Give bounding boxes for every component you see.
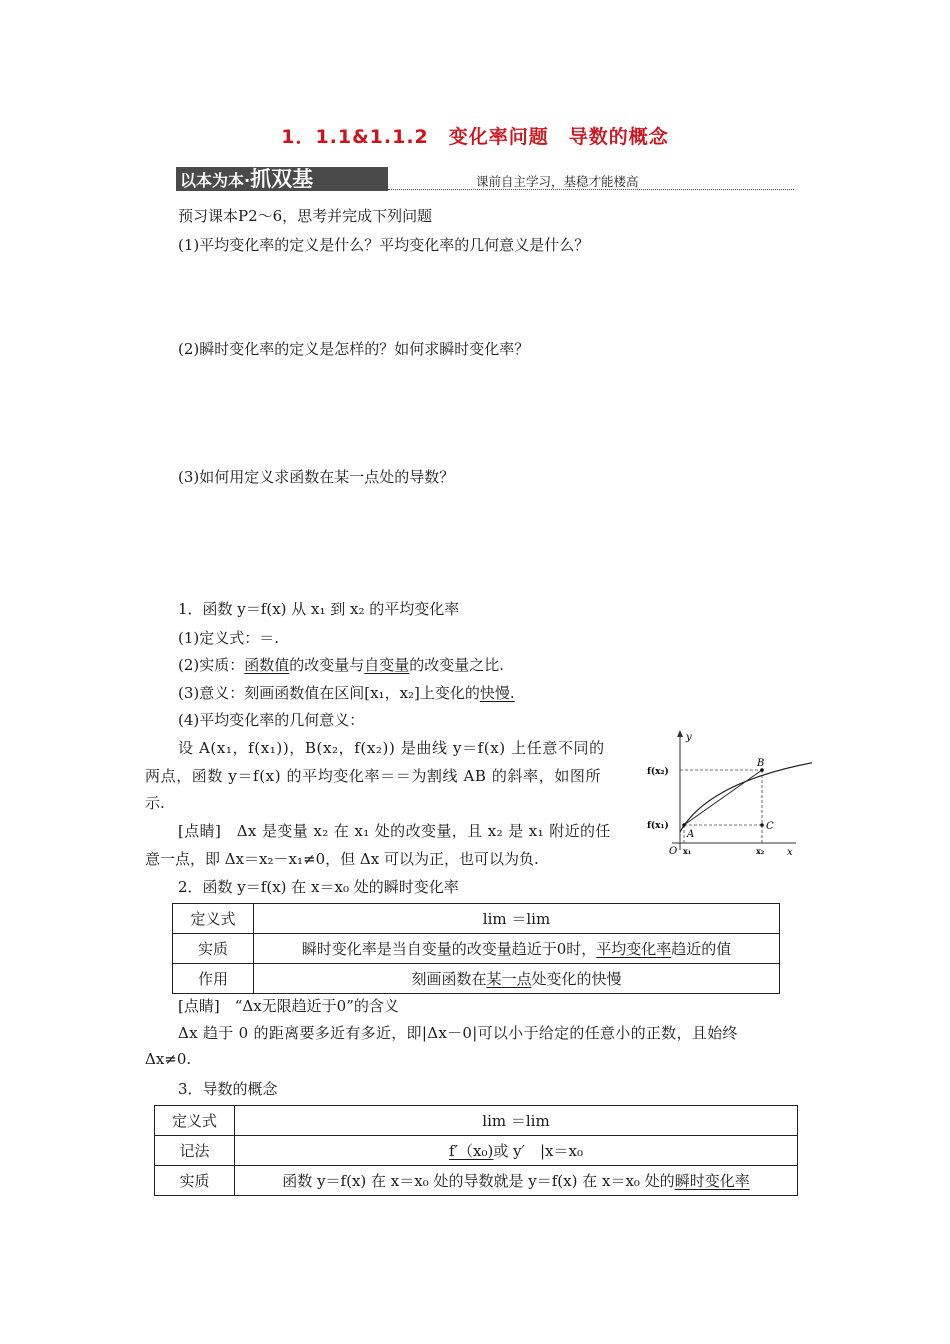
banner-main-big: 抓双基 [250,167,314,191]
s1-essence-pre: (2)实质： [178,656,245,674]
s1-essence-answer-1: 函数值 [244,656,290,674]
s2-note-line-2: Δx≠0. [145,1050,192,1068]
s1-essence [178,654,504,675]
table-value-post: 趋近的值 [671,940,732,958]
graph-a-label: A [687,829,695,840]
table-row [173,934,780,964]
table-label: 定义式 [173,904,254,934]
graph-origin-label: O [669,846,678,857]
s1-definition: (1)定义式：＝. [178,629,280,647]
banner-main-small: 以本为本· [180,171,251,190]
preview-question-3: (3)如何用定义求函数在某一点处的导数？ [178,468,455,486]
s1-essence-answer-2: 自变量 [364,656,410,674]
derivative-table [154,1105,798,1196]
s1-meaning-answer: 快慢. [479,684,515,702]
graph-c-label: C [766,821,774,832]
table-row [173,964,780,994]
graph-x-label: x [787,847,793,858]
table-value-answer: 平均变化率 [596,940,672,958]
graph-y-arrow [677,730,683,737]
table-value-answer: f′（x₀) [449,1142,494,1160]
table-value-pre: 瞬时变化率是当自变量的改变量趋近于0时， [301,940,597,958]
s1-essence-mid: 的改变量与 [289,656,365,674]
table-label: 实质 [173,934,254,964]
table-row [155,1106,798,1136]
s1-geometry-line-2: 两点，函数 y＝f(x) 的平均变化率＝＝为割线 AB 的斜率，如图所 [145,767,602,785]
table-value-post: 处变化的快慢 [531,970,622,988]
graph-x1-label: x₁ [683,846,692,856]
s2-note-title: [点睛] “Δx无限趋近于0”的含义 [178,997,399,1015]
table-label: 定义式 [155,1106,235,1136]
table-value: lim ＝lim [235,1106,798,1136]
s1-geometry-line-1: 设 A(x₁，f(x₁))，B(x₂，f(x₂)) 是曲线 y＝f(x) 上任意不同的 [178,739,605,757]
s1-meaning [178,682,515,703]
page-title: 1．1.1&1.1.2 变化率问题 导数的概念 [281,126,669,148]
table-row [173,904,780,934]
s1-geometry-line-3: 示. [145,794,165,812]
banner-label [180,167,313,193]
s1-meaning-pre: (3)意义：刻画函数值在区间[x₁，x₂]上变化的 [178,684,480,702]
table-label: 记法 [155,1136,235,1166]
table-label: 作用 [173,964,254,994]
graph-curve [680,762,812,832]
s1-geometry-title: (4)平均变化率的几何意义： [178,711,365,729]
section-2-heading: 2．函数 y＝f(x) 在 x＝x₀ 处的瞬时变化率 [178,878,459,896]
table-value [254,964,780,994]
banner-subtitle: 课前自主学习，基稳才能楼高 [476,174,639,189]
table-value-pre: 函数 y＝f(x) 在 x＝x₀ 处的导数就是 y＝f(x) 在 x＝x₀ 处的 [282,1172,675,1190]
graph-point-a [682,823,686,827]
table-row [155,1166,798,1196]
graph-x2-label: x₂ [756,846,765,856]
s1-note-line-2: 意一点，即 Δx＝x₂－x₁≠0，但 Δx 可以为正，也可以为负. [145,850,539,868]
graph-b-label: B [757,758,765,769]
table-value [235,1136,798,1166]
section-1-heading: 1．函数 y＝f(x) 从 x₁ 到 x₂ 的平均变化率 [178,600,460,618]
secant-line-graph [646,728,812,858]
table-label: 实质 [155,1166,235,1196]
s1-essence-post: 的改变量之比. [409,656,505,674]
graph-point-c [760,823,764,827]
graph-fx1-label: f(x₁) [647,821,669,831]
instant-rate-table [172,903,780,994]
preview-question-1: (1)平均变化率的定义是什么？平均变化率的几何意义是什么？ [178,236,590,254]
section-3-heading: 3．导数的概念 [178,1080,278,1098]
graph-fx2-label: f(x₂) [647,767,669,777]
table-value-pre: 刻画函数在 [411,970,487,988]
table-value-answer: 瞬时变化率 [674,1172,750,1190]
graph-secant-ab [684,770,762,825]
preview-question-2: (2)瞬时变化率的定义是怎样的？如何求瞬时变化率？ [178,340,530,358]
s2-note-line-1: Δx 趋于 0 的距离要多近有多近，即|Δx－0|可以小于给定的任意小的正数，且始终 [178,1024,738,1042]
table-value-post: 或 y′ |x＝x₀ [493,1142,583,1160]
s1-note-line-1: [点睛] Δx 是变量 x₂ 在 x₁ 处的改变量，且 x₂ 是 x₁ 附近的任 [178,822,611,840]
table-value-answer: 某一点 [486,970,532,988]
preview-intro: 预习课本P2～6，思考并完成下列问题 [178,207,433,225]
table-row [155,1136,798,1166]
table-value: lim ＝lim [254,904,780,934]
table-value [235,1166,798,1196]
table-value [254,934,780,964]
graph-y-label: y [686,732,692,743]
